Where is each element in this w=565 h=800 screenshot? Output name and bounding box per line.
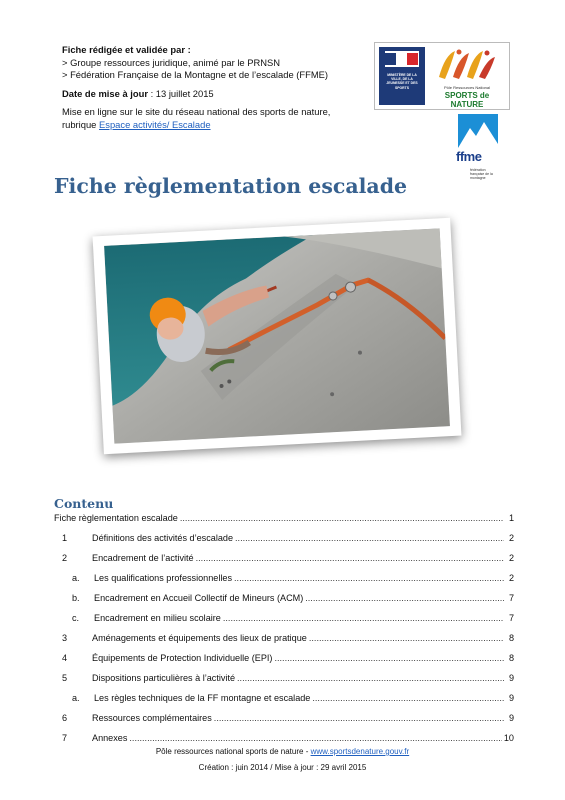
toc-entry-page: 7 [508,613,514,623]
toc-dot-leader [309,632,504,644]
toc-entry-title: Aménagements et équipements des lieux de pratique [92,633,307,643]
toc-entry-page: 9 [508,713,514,723]
toc-dot-leader [237,672,504,684]
toc-entry-page: 8 [508,633,514,643]
footer-line-2: Création : juin 2014 / Mise à jour : 29 avril 2015 [198,763,367,772]
toc-entry-number: b. [72,593,80,603]
partner-logos [374,42,510,110]
validated-by-heading: Fiche rédigée et validée par : [62,44,191,55]
toc-entry-page: 2 [508,553,514,563]
toc-entry-number: 7 [62,733,68,743]
toc-entry[interactable] [54,512,514,524]
toc-entry[interactable] [54,572,514,584]
pole-name: SPORTS de NATURE [444,91,490,109]
rubrique-line [62,119,330,132]
toc-entry-title: Encadrement en milieu scolaire [94,613,221,623]
toc-entry-title: Les règles techniques de la FF montagne et escalade [94,693,311,703]
toc-entry-page: 1 [508,513,514,523]
toc-entry[interactable] [54,652,514,664]
toc-entry-title: Encadrement en Accueil Collectif de Mineurs (ACM) [94,593,304,603]
toc-entry[interactable] [54,732,514,744]
toc-entry-title: Définitions des activités d’escalade [92,533,234,543]
pole-label: Pôle Ressources National [443,85,491,90]
french-flag-icon [385,51,419,67]
toc-dot-leader [234,572,504,584]
toc-dot-leader [312,692,504,704]
toc-entry-number: 2 [62,553,68,563]
page-title: Fiche règlementation escalade [54,174,408,198]
toc-entry-number: a. [72,573,80,583]
toc-entry-number: 5 [62,673,68,683]
ministry-text: MINISTÈRE DE LA VILLE, DE LA JEUNESSE ET DES SPORTS [386,73,418,90]
toc-entry[interactable] [54,532,514,544]
toc-entry-number: 3 [62,633,68,643]
toc-heading: Contenu [54,496,114,511]
ffme-subtitle: fédération française de la montagne [470,168,493,181]
toc-entry-title: Encadrement de l’activité [92,553,194,563]
toc-entry-title: Annexes [92,733,128,743]
toc-entry-page: 10 [503,733,514,743]
toc-entry-number: 1 [62,533,68,543]
toc-entry-number: 6 [62,713,68,723]
rubrique-label: rubrique [62,118,100,130]
toc-entry-page: 9 [508,693,514,703]
rubrique-link[interactable]: Espace activités/ Escalade [99,118,211,130]
pole-sports-nature-logo [429,47,505,109]
toc-entry-title: Dispositions particulières à l’activité [92,673,236,683]
toc-entry[interactable] [54,672,514,684]
toc-entry-title: Les qualifications professionnelles [94,573,233,583]
toc-dot-leader [129,732,501,744]
toc-dot-leader [274,652,504,664]
toc-dot-leader [223,612,504,624]
validator-2: > Fédération Française de la Montagne et de l’escalade (FFME) [62,69,329,81]
update-date-value: : 13 juillet 2015 [147,87,214,99]
validator-1: > Groupe ressources juridique, animé par le PRNSN [62,56,281,68]
footer-line-1 [0,747,565,757]
sports-nature-emblem-icon [429,47,505,85]
toc-entry-number: a. [72,693,80,703]
toc-dot-leader [214,712,504,724]
toc-entry[interactable] [54,552,514,564]
ffme-name: ffme [456,149,482,164]
climbing-photo-frame [93,218,462,454]
document-header [62,44,330,132]
toc-dot-leader [235,532,504,544]
toc-entry[interactable] [54,632,514,644]
toc-entry-title: Fiche règlementation escalade [54,513,178,523]
toc-dot-leader [196,552,504,564]
update-date [62,88,330,101]
toc-entry[interactable] [54,712,514,724]
toc-dot-leader [180,512,504,524]
toc-entry-title: Équipements de Protection Individuelle (EPI) [92,653,273,663]
toc-entry[interactable] [54,592,514,604]
online-text: Mise en ligne sur le site du réseau national des sports de nature, [62,106,331,118]
update-date-label: Date de mise à jour [62,87,148,99]
toc-entry-page: 2 [508,533,514,543]
toc-dot-leader [305,592,504,604]
toc-entry-page: 8 [508,653,514,663]
ffme-logo [456,114,500,190]
toc-entry-page: 2 [508,573,514,583]
toc-entry-number: c. [72,613,80,623]
ffme-mountain-icon [458,114,498,148]
climbing-photo [104,228,450,443]
ministry-logo [379,47,425,105]
footer-website-link[interactable]: www.sportsdenature.gouv.fr [310,747,410,756]
footer-text: Pôle ressources national sports de nature - [155,747,311,756]
toc-entry-page: 7 [508,593,514,603]
toc-entry-title: Ressources complémentaires [92,713,212,723]
toc-entry[interactable] [54,612,514,624]
toc-entry[interactable] [54,692,514,704]
toc-entry-number: 4 [62,653,68,663]
toc-entry-page: 9 [508,673,514,683]
